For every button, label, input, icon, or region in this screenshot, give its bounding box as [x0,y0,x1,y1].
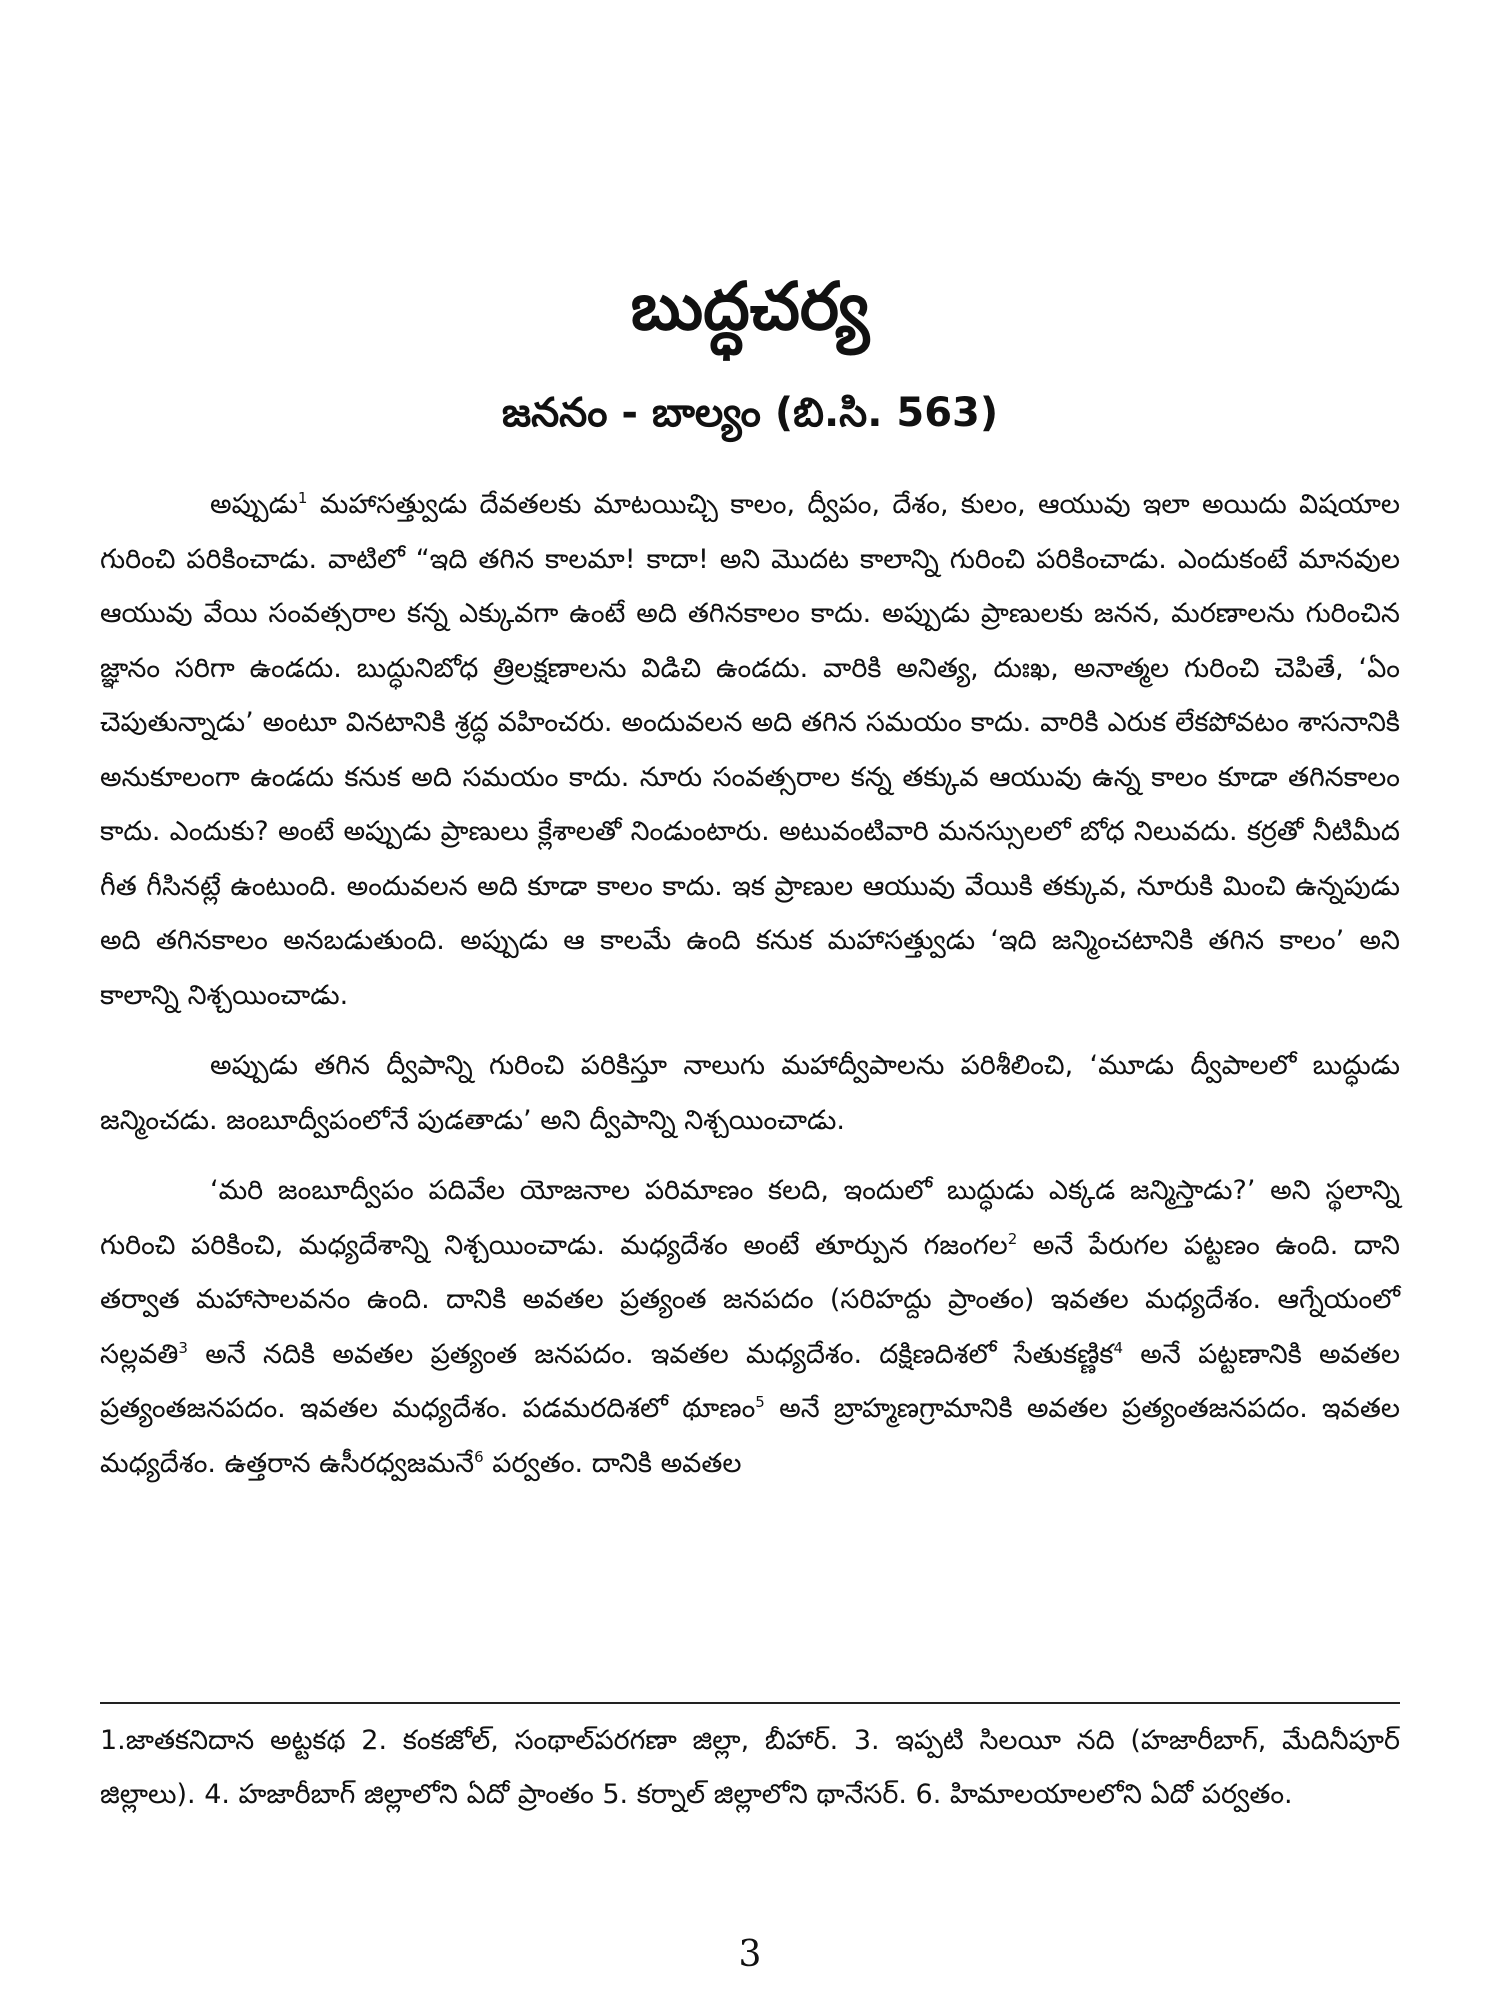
paragraph [100,478,1400,1023]
footnote-marker: 1 [297,489,308,507]
paragraph-text: అప్పుడు తగిన ద్వీపాన్ని గురించి పరికిస్తూ నాలుగు మహాద్వీపాలను పరిశీలించి, ‘మూడు ద్వీపాలలో బుద్ధుడు జన్మించడు. జంబూద్వీపంలోనే పుడతాడు’ అని ద్వీపాన్ని నిశ్చయించాడు. [100,1050,1400,1136]
paragraph [100,1039,1400,1148]
paragraph-text: అనే పట్టణానికి అవతల ప్రత్యంతజనపదం. ఇవతల మధ్యదేశం. పడమరదిశలో థూణం [100,1338,1400,1424]
paragraph-text: అప్పుడు [210,489,298,520]
paragraph-text: అనే బ్రాహ్మణగ్రామానికి అవతల ప్రత్యంతజనపదం. ఇవతల మధ్యదేశం. ఉత్తరాన ఉసీరధ్వజమనే [100,1393,1401,1479]
paragraph [100,1164,1400,1491]
footnote-divider [100,1702,1400,1704]
footnote-marker: 2 [1007,1229,1018,1248]
body-text [100,478,1400,1491]
footnote-marker: 5 [755,1393,765,1411]
footnote-marker: 6 [474,1447,484,1466]
paragraph-text: అనే నదికి అవతల ప్రత్యంత జనపదం. ఇవతల మధ్యదేశం. దక్షిణదిశలో సేతుకణ్ణిక [187,1338,1114,1370]
chapter-title: బుద్ధచర్య [630,268,870,345]
section-subtitle: జననం - బాల్యం (బి.సి. 563) [501,390,999,436]
footnotes: 1.జాతకనిదాన అట్టకథ 2. కంకజోల్, సంథాల్‌పరగణా జిల్లా, బీహార్. 3. ఇప్పటి సిలయీ నది (హజారీబాగ్, మేదినీపూర్ జిల్లాలు). 4. హజారీబాగ్ జిల్లాలోని ఏదో ప్రాంతం 5. కర్నాల్ జిల్లాలోని థానేసర్. 6. హిమాలయాలలోని ఏదో పర్వతం. [100,1725,1400,1810]
footnote-marker: 3 [178,1338,188,1357]
paragraph-text: అనే పేరుగల పట్టణం ఉంది. దాని తర్వాత మహాసాలవనం ఉంది. దానికి అవతల ప్రత్యంత జనపదం (సరిహద్దు ప్రాంతం) ఇవతల మధ్యదేశం. ఆగ్నేయంలో సల్లవతి [100,1229,1400,1370]
paragraph-text: ‘మరి జంబూద్వీపం పదివేల యోజనాల పరిమాణం కలది, ఇందులో బుద్ధుడు ఎక్కడ జన్మిస్తాడు?’ అని స్థలాన్ని గురించి పరికించి, మధ్యదేశాన్ని నిశ్చయించాడు. మధ్యదేశం అంటే తూర్పున గజంగల [100,1175,1400,1261]
page-number: 3 [738,1934,762,1975]
paragraph-text: మహాసత్త్వుడు దేవతలకు మాటయిచ్చి కాలం, ద్వీపం, దేశం, కులం, ఆయువు ఇలా అయిదు విషయాల గురించి పరికించాడు. వాటిలో “ఇది తగిన కాలమా! కాదా! అని మొదట కాలాన్ని గురించి పరికించాడు. ఎందుకంటే మానవుల ఆయువు వేయి సంవత్సరాల కన్న ఎక్కువగా ఉంటే అది తగినకాలం కాదు. అప్పుడు ప్రాణులకు జనన, మరణాలను గురించిన జ్ఞానం సరిగా ఉండదు. బుద్ధునిబోధ త్రిలక్షణాలను విడిచి ఉండదు. వారికి అనిత్య, దుఃఖ, అనాత్మల గురించి చెపితే, ‘ఏం చెపుతున్నాడు’ అంటూ వినటానికి శ్రద్ధ వహించరు. అందువలన అది తగిన సమయం కాదు. వారికి ఎరుక లేకపోవటం శాసనానికి అనుకూలంగా ఉండదు కనుక అది సమయం కాదు. నూరు సంవత్సరాల కన్న తక్కువ ఆయువు ఉన్న కాలం కూడా తగినకాలం కాదు. ఎందుకు? అంటే అప్పుడు ప్రాణులు క్లేశాలతో నిండుంటారు. అటువంటివారి మనస్సులలో బోధ నిలువదు. కర్రతో నీటిమీద గీత గీసినట్లే ఉంటుంది. అందువలన అది కూడా కాలం కాదు. ఇక ప్రాణుల ఆయువు వేయికి తక్కువ, నూరుకి మించి ఉన్నపుడు అది తగినకాలం అనబడుతుంది. అప్పుడు ఆ కాలమే ఉంది కనుక మహాసత్త్వుడు ‘ఇది జన్మించటానికి తగిన కాలం’ అని కాలాన్ని నిశ్చయించాడు. [100,489,1400,1011]
footnote-marker: 4 [1113,1338,1124,1357]
paragraph-text: పర్వతం. దానికి అవతల [483,1447,742,1479]
